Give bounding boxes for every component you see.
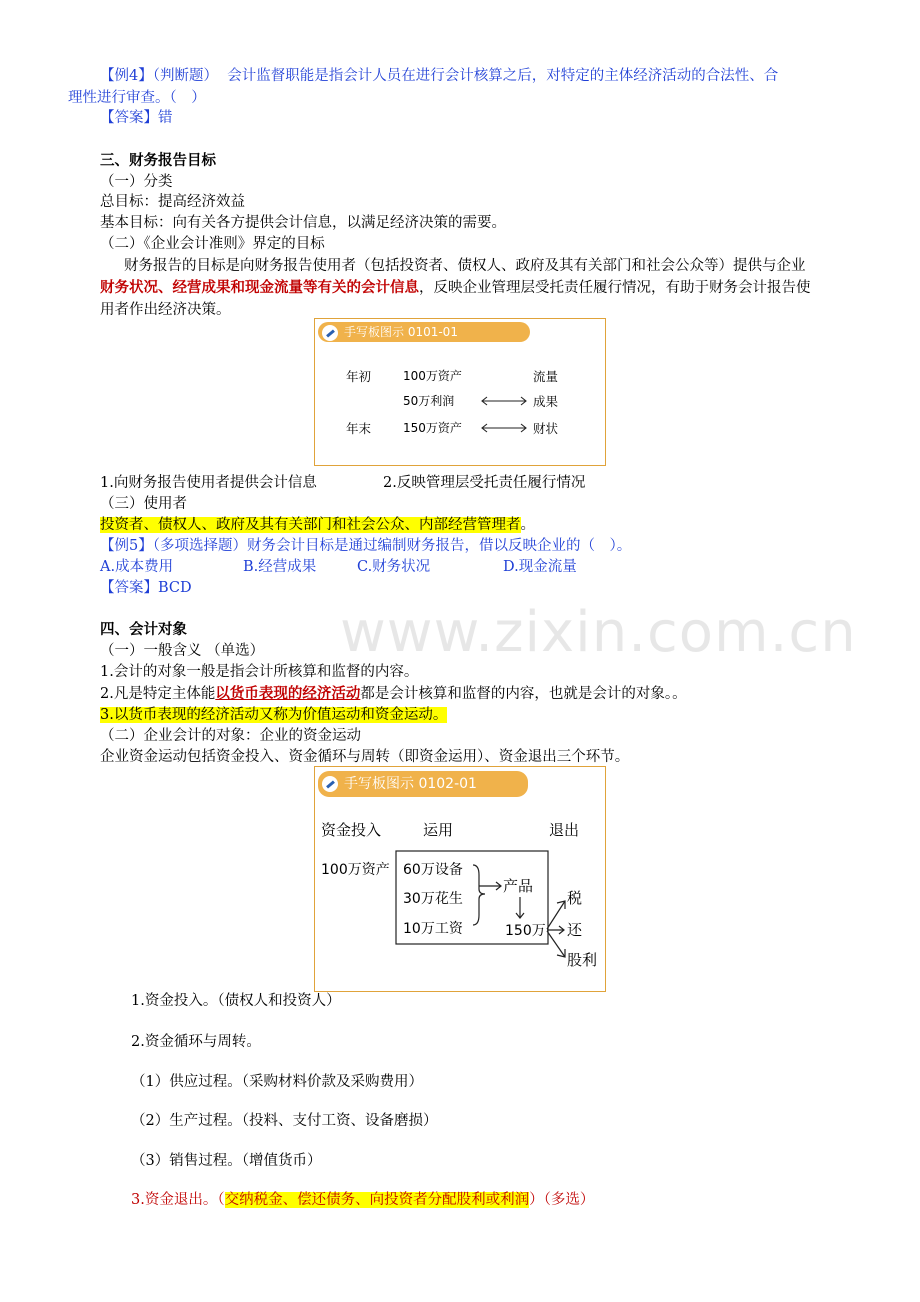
example-5-text: （多项选择题）财务会计目标是通过编制财务报告，借以反映企业的（ ）。 <box>152 538 632 554</box>
figure-0101-01 <box>314 318 606 466</box>
goal-para-3: 用者作出经济决策。 <box>100 302 231 318</box>
section-3-heading: 三、财务报告目标 <box>100 152 216 169</box>
flow-item-2-2: （2）生产过程。（投料、支付工资、设备磨损） <box>131 1113 438 1129</box>
example-4-type: （判断题） <box>152 68 218 84</box>
fig2-assets: 100万资产 <box>321 862 390 878</box>
object-point-2-pre: 2.凡是特定主体能 <box>100 686 216 702</box>
object-point-3-highlight: 3.以货币表现的经济活动又称为价值运动和资金运动。 <box>100 707 448 723</box>
goal-para-1: 财务报告的目标是向财务报告使用者（包括投资者、债权人、政府及其有关部门和社会公众等）提供与企业 <box>124 258 806 274</box>
fig2-wages: 10万工资 <box>403 921 463 937</box>
fig1-arrows <box>315 319 605 465</box>
option-a: A.成本费用 <box>100 559 174 575</box>
section-4-heading: 四、会计对象 <box>100 621 187 638</box>
flow-item-1: 1.资金投入。（债权人和投资人） <box>131 993 341 1009</box>
figure-0102-01 <box>314 766 606 992</box>
fig2-use-heading: 运用 <box>423 821 454 839</box>
flow-item-2-1: （1）供应过程。（采购材料价款及采购费用） <box>131 1074 423 1090</box>
fig2-equipment: 60万设备 <box>403 862 463 878</box>
fig1-year-start: 年初 <box>346 369 372 384</box>
total-goal: 总目标：提高经济效益 <box>100 194 245 210</box>
example-4-text: 会计监督职能是指会计人员在进行会计核算之后，对特定的主体经济活动的合法性、合 <box>227 68 779 84</box>
flow-item-2: 2.资金循环与周转。 <box>131 1034 261 1050</box>
example-4-line1 <box>100 66 778 86</box>
flow-item-2-3: （3）销售过程。（增值货币） <box>131 1153 322 1169</box>
fig1-assets-start: 100万资产 <box>403 369 462 383</box>
fig1-assets-end: 150万资产 <box>403 421 462 435</box>
object-point-2-post: 都是会计核算和监督的内容，也就是会计的对象。。 <box>360 686 687 702</box>
fig2-peanuts: 30万花生 <box>403 891 463 907</box>
fig2-input-heading: 资金投入 <box>321 821 382 839</box>
figure-2-title: 手写板图示 0102-01 <box>344 776 477 792</box>
figure-1-title: 手写板图示 0101-01 <box>344 325 458 339</box>
fig2-exit-heading: 退出 <box>549 821 580 839</box>
goal-para-2 <box>100 278 811 298</box>
object-point-3 <box>100 705 447 725</box>
option-d: D.现金流量 <box>503 559 577 575</box>
fig1-flow: 流量 <box>533 369 559 384</box>
section-3-sub1: （一）分类 <box>100 174 173 190</box>
fig2-product: 产品 <box>503 877 534 895</box>
object-point-2-emphasis: 以货币表现的经济活动 <box>215 685 361 702</box>
object-point-2 <box>100 684 687 704</box>
example-5-question <box>100 536 631 556</box>
fig1-year-end: 年末 <box>346 421 372 436</box>
point-1: 1.向财务报告使用者提供会计信息 <box>100 475 317 491</box>
fig2-repay: 还 <box>567 921 583 939</box>
point-2: 2.反映管理层受托责任履行情况 <box>383 475 586 491</box>
example-4-answer: 【答案】错 <box>100 110 173 126</box>
fig2-tax: 税 <box>567 889 583 907</box>
flow-item-3-post: ）（多选） <box>529 1192 595 1208</box>
example-4-tag: 【例4】 <box>100 68 153 84</box>
fig2-flow-lines <box>315 767 605 991</box>
fig1-profit: 50万利润 <box>403 394 455 408</box>
flow-item-3-highlight: 交纳税金、偿还债务、向投资者分配股利或利润 <box>224 1192 530 1208</box>
option-c: C.财务状况 <box>357 559 431 575</box>
example-5-answer: 【答案】BCD <box>100 580 192 596</box>
object-point-1: 1.会计的对象一般是指会计所核算和监督的内容。 <box>100 664 419 680</box>
flow-item-3-pre: 3.资金退出。（ <box>131 1192 225 1208</box>
users-line <box>100 515 535 535</box>
section-4-sub2: （二）企业会计的对象：企业的资金运动 <box>100 728 361 744</box>
goal-para-2-rest: ，反映企业管理层受托责任履行情况，有助于财务会计报告使 <box>419 280 811 296</box>
fig1-result: 成果 <box>533 394 559 409</box>
goal-para-2-emphasis: 财务状况、经营成果和现金流量等有关的会计信息 <box>100 279 419 296</box>
watermark: www.zixin.com.cn <box>340 600 857 665</box>
users-highlight: 投资者、债权人、政府及其有关部门和社会公众、内部经营管理者 <box>100 517 521 533</box>
option-b: B.经营成果 <box>243 559 317 575</box>
users-end: 。 <box>520 517 535 533</box>
section-3-sub3: （三）使用者 <box>100 496 187 512</box>
section-3-sub2: （二）《企业会计准则》界定的目标 <box>100 236 325 252</box>
example-5-tag: 【例5】 <box>100 538 153 554</box>
fig2-amount: 150万 <box>505 923 546 939</box>
fig2-dividends: 股利 <box>567 951 598 969</box>
example-4-line2: 理性进行审查。（ ） <box>68 90 206 106</box>
basic-goal: 基本目标：向有关各方提供会计信息，以满足经济决策的需要。 <box>100 215 506 231</box>
section-4-sub1: （一）一般含义 （单选） <box>100 643 265 659</box>
flow-item-3 <box>131 1190 594 1210</box>
fig1-financial-status: 财状 <box>533 421 559 436</box>
capital-movement-intro: 企业资金运动包括资金投入、资金循环与周转（即资金运用）、资金退出三个环节。 <box>100 749 630 765</box>
